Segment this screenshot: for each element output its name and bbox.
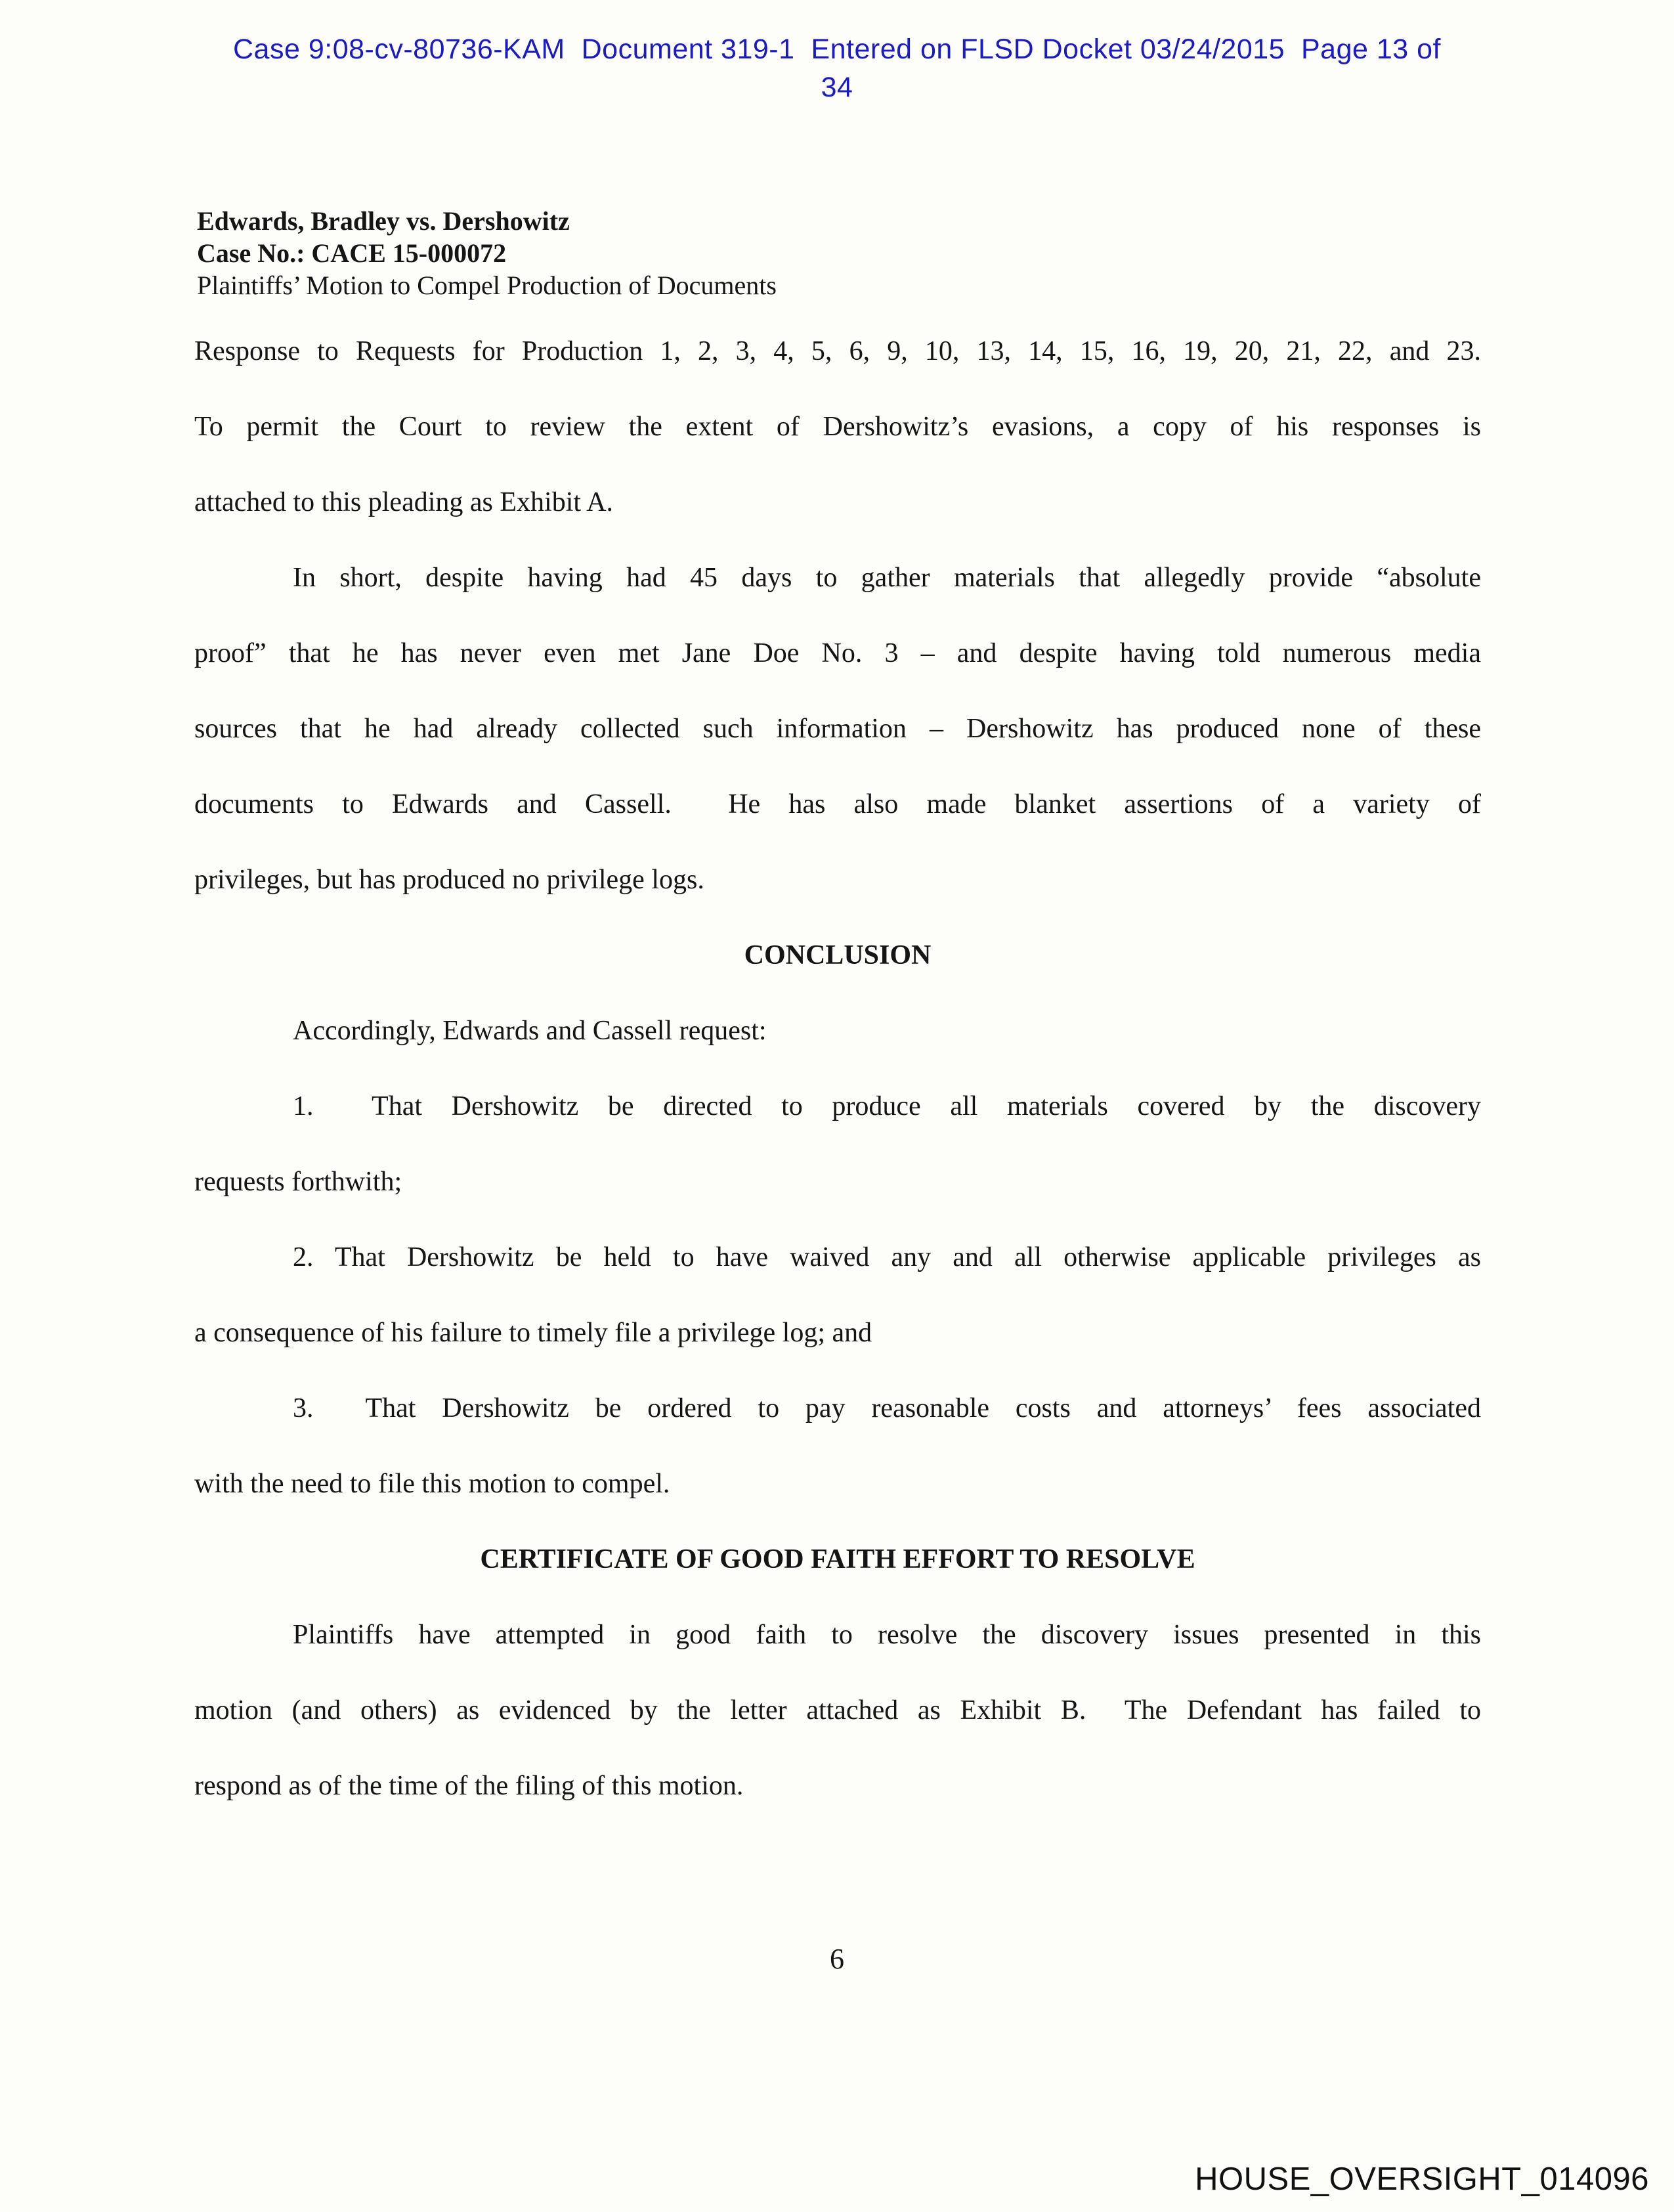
case-caption-parties: Edwards, Bradley vs. Dershowitz: [197, 206, 570, 236]
document-body: [194, 314, 1481, 1824]
body-line: proof” that he has never even met Jane Doe No. 3 – and despite having told numerous media: [194, 638, 1481, 668]
court-stamp-line1: Case 9:08-cv-80736-KAM Document 319-1 Entered on FLSD Docket 03/24/2015 Page 13 of: [233, 33, 1441, 65]
section-heading: CONCLUSION: [744, 940, 932, 970]
body-line: Plaintiffs have attempted in good faith to resolve the discovery issues presented in this: [293, 1620, 1481, 1650]
body-line: 1. That Dershowitz be directed to produce all materials covered by the discovery: [293, 1091, 1481, 1121]
body-line: documents to Edwards and Cassell. He has also made blanket assertions of a variety of: [194, 789, 1481, 819]
bates-number: HOUSE_OVERSIGHT_014096: [1195, 2161, 1649, 2197]
body-line: respond as of the time of the filing of this motion.: [194, 1771, 744, 1801]
body-line: privileges, but has produced no privilege logs.: [194, 865, 704, 895]
court-stamp-header: [0, 30, 1674, 106]
body-line: with the need to file this motion to compel.: [194, 1469, 670, 1499]
body-line: sources that he had already collected such information – Dershowitz has produced none of these: [194, 714, 1481, 744]
case-caption: [197, 205, 777, 301]
page-number: 6: [830, 1943, 844, 1975]
body-line: Accordingly, Edwards and Cassell request:: [293, 1016, 767, 1046]
case-caption-title: Plaintiffs’ Motion to Compel Production of Documents: [197, 271, 777, 300]
body-line: 3. That Dershowitz be ordered to pay reasonable costs and attorneys’ fees associated: [293, 1393, 1481, 1423]
body-line: motion (and others) as evidenced by the letter attached as Exhibit B. The Defendant has failed to: [194, 1695, 1481, 1725]
body-line: attached to this pleading as Exhibit A.: [194, 487, 614, 517]
body-line: Response to Requests for Production 1, 2, 3, 4, 5, 6, 9, 10, 13, 14, 15, 16, 19, 20, 21, 22, and 23.: [194, 336, 1481, 366]
body-line: requests forthwith;: [194, 1167, 402, 1197]
body-line: a consequence of his failure to timely file a privilege log; and: [194, 1318, 872, 1348]
body-line: In short, despite having had 45 days to gather materials that allegedly provide “absolute: [293, 563, 1481, 593]
section-heading: CERTIFICATE OF GOOD FAITH EFFORT TO RESOLVE: [480, 1544, 1195, 1574]
case-caption-number: Case No.: CACE 15-000072: [197, 238, 507, 268]
body-line: To permit the Court to review the extent of Dershowitz’s evasions, a copy of his responses is: [194, 412, 1481, 442]
court-stamp-line2: 34: [821, 72, 853, 103]
body-line: 2. That Dershowitz be held to have waived any and all otherwise applicable privileges as: [293, 1242, 1481, 1272]
